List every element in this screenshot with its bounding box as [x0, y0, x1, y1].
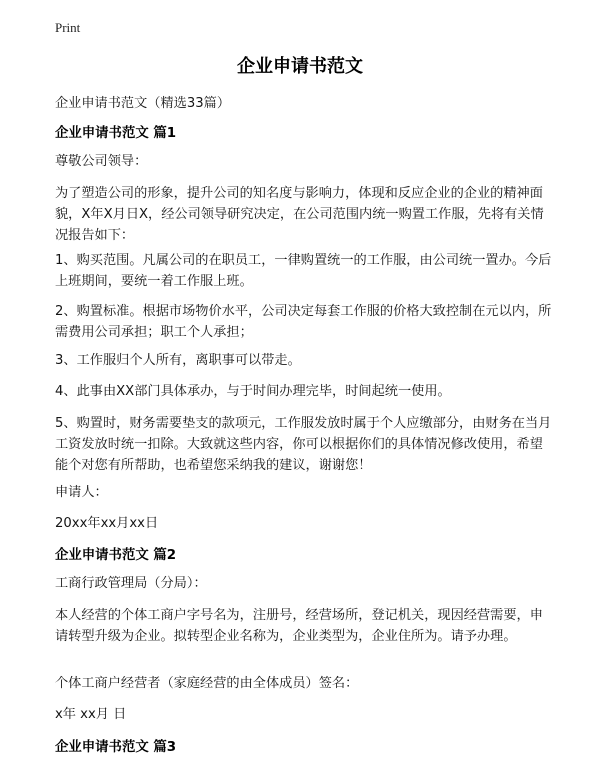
document-subtitle: 企业申请书范文（精选33篇）	[55, 96, 231, 111]
list-item-2: 2、购置标准。根据市场物价水平，公司决定每套工作服的价格大致控制在元以内，所需费用公司承担；职工个人承担；	[55, 304, 552, 340]
page-title: 企业申请书范文	[237, 56, 363, 77]
list-item-5: 5、购置时，财务需要垫支的款项元，工作服发放时属于个人应缴部分，由财务在当月工资发放时统一扣除。大致就这些内容，你可以根据你们的具体情况修改使用，希望能个对您有所帮助，也希望您采纳我的建议，谢谢您！	[55, 416, 552, 473]
greeting: 尊敬公司领导：	[55, 154, 148, 169]
section2-body: 本人经营的个体工商户字号名为，注册号，经营场所，登记机关，现因经营需要，申请转型升级为企业。拟转型企业名称为，企业类型为，企业住所为。请予办理。	[55, 608, 543, 644]
application-date: 20xx年xx月xx日	[55, 516, 159, 531]
list-item-1: 1、购买范围。凡属公司的在职员工，一律购置统一的工作服，由公司统一置办。今后上班期间，要统一着工作服上班。	[55, 253, 552, 289]
list-item-4: 4、此事由XX部门具体承办，与于时间办理完毕，时间起统一使用。	[55, 384, 451, 399]
intro-paragraph: 为了塑造公司的形象，提升公司的知名度与影响力，体现和反应企业的企业的精神面貌，X年X月日X，经公司领导研究决定，在公司范围内统一购置工作服，先将有关情况报告如下：	[55, 186, 544, 243]
section-heading-3: 企业申请书范文 篇3	[55, 740, 177, 755]
section2-date: x年 xx月 日	[55, 707, 127, 722]
list-item-3: 3、工作服归个人所有，离职事可以带走。	[55, 353, 301, 368]
applicant-label: 申请人：	[55, 485, 108, 500]
section-heading-1: 企业申请书范文 篇1	[55, 126, 177, 141]
signature-line: 个体工商户经营者（家庭经营的由全体成员）签名：	[55, 676, 359, 691]
section-heading-2: 企业申请书范文 篇2	[55, 548, 177, 563]
recipient-line: 工商行政管理局（分局）：	[55, 576, 207, 591]
print-link[interactable]: Print	[55, 20, 81, 35]
